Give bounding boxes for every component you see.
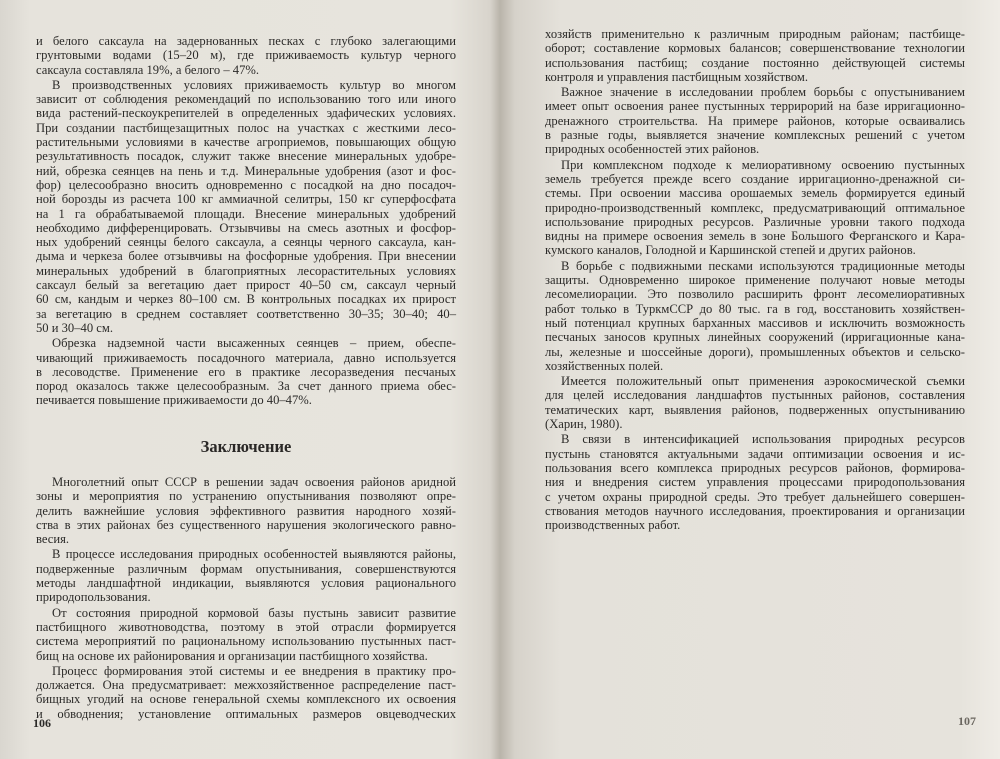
- text-line: система мероприятий по рациональному использованию пустынных паст-: [36, 634, 456, 649]
- text-line: Процесс формирования этой системы и ее внедрения в практику про-: [52, 663, 456, 678]
- text-line: ной борозды из расчета 100 кг аммиачной селитры, 150 кг суперфосфата: [36, 192, 456, 207]
- text-line: (Харин, 1980).: [545, 417, 623, 432]
- paragraph: [545, 259, 965, 373]
- paragraph: [36, 547, 456, 604]
- text-line: подверженные различным формам опустынивания, совершенствуются: [36, 561, 456, 576]
- text-line: ства в этих районах без существенного нарушения экологического равно-: [36, 517, 456, 532]
- text-line: лы, железные и шоссейные дороги), промышленных объектов и сельско-: [545, 344, 965, 359]
- paragraph: [36, 336, 456, 407]
- paragraph: [545, 85, 965, 156]
- text-line: бищных угодий на основе генеральной схемы комплексного их освоения: [36, 692, 456, 707]
- text-line: на 1 га обрабатываемой площади. Внесение минеральных удобрений: [36, 206, 456, 221]
- text-line: оборот; составление кормовых балансов; совершенствование технологии: [545, 41, 965, 56]
- text-line: бищ на основе их районирования и организации пастбищного хозяйства.: [36, 648, 428, 663]
- text-line: От состояния природной кормовой базы пустынь зависит развитие: [52, 605, 456, 620]
- text-line: ний, обрезка сеянцев на пень и т.д. Минеральные удобрения (азот и фос-: [36, 163, 456, 178]
- text-line: весия.: [36, 532, 70, 547]
- text-line: использование природных ресурсов. Различные уровни такого подхода: [545, 214, 965, 229]
- text-line: саксаул белый за вегетацию дает прирост 40–50 см, саксаул черный: [36, 278, 456, 293]
- text-line: песчаных заносов крупных линейных сооружений (ирригационные кана-: [545, 330, 965, 345]
- text-line: В процессе исследования природных особенностей выявляются районы,: [52, 547, 456, 562]
- text-line: работ только в ТуркмССР до 80 тыс. га в год, восстановить хозяйствен-: [545, 301, 965, 316]
- text-line: При комплексном подходе к мелиоративному освоению пустынных: [561, 157, 965, 172]
- text-line: Обрезка надземной части высаженных сеянцев – прием, обеспе-: [52, 336, 456, 351]
- text-line: с учетом охраны природной среды. Это требует дальнейшего совершен-: [545, 489, 965, 504]
- text-line: чивающий приживаемость посадочного материала, давно используется: [36, 350, 456, 365]
- left-page-bottom-text: [36, 475, 456, 722]
- paragraph: [36, 78, 456, 335]
- paragraph: [36, 606, 456, 663]
- text-line: В производственных условиях приживаемость культур во многом: [52, 77, 456, 92]
- text-line: фор) целесообразно вносить одновременно с посадкой на дно посадоч-: [36, 177, 456, 192]
- paragraph: [545, 158, 965, 258]
- text-line: В борьбе с подвижными песками используются традиционные методы: [561, 258, 965, 273]
- text-line: стемы. При освоении массива орошаемых земель формируется единый: [545, 186, 965, 201]
- text-line: в разные годы, выявляется значение комплексных решений с учетом: [545, 128, 965, 143]
- text-line: минеральных удобрений в благоприятных лесорастительных условиях: [36, 263, 456, 278]
- page-number-right: 107: [958, 714, 976, 728]
- text-line: При создании пастбищезащитных полос на участках с жесткими лесо-: [36, 120, 456, 135]
- text-line: производственных работ.: [545, 518, 681, 533]
- text-line: ных удобрений сеянцы белого саксаула, а сеянцы черного саксаула, кан-: [36, 235, 456, 250]
- text-line: в лесоводстве. Применение его в практике лесоразведения песчаных: [36, 364, 456, 379]
- text-line: хозяйств применительно к различным природным районам; пастбище-: [545, 27, 965, 41]
- paragraph: [545, 432, 965, 532]
- text-line: пустынь становятся актуальными задачи оптимизации освоения и ис-: [545, 446, 965, 461]
- text-line: защиты. Одновременно широкое применение получают новые методы: [545, 273, 965, 288]
- text-line: ствования методов научного исследования, проектирования и организации: [545, 503, 965, 518]
- text-line: 60 см, кандым и черкез 80–100 см. В контрольных посадках их прирост: [36, 292, 456, 307]
- left-page-top-text: [36, 34, 456, 409]
- text-line: пород оказалось также целесообразным. За счет данного приема обес-: [36, 379, 456, 394]
- text-line: ния и внедрения систем управления процессами природопользования: [545, 475, 965, 490]
- text-line: имеет опыт освоения ранее пустынных террирорий на базе ирригационно-: [545, 99, 965, 114]
- text-line: В связи в интенсификацией использования природных ресурсов: [561, 432, 965, 447]
- text-line: лесомелиорации. Это позволило расширить фронт лесомелиоративных: [545, 287, 965, 302]
- text-line: делить важнейшие условия эффективного развития народного хозяй-: [36, 503, 456, 518]
- text-line: дренажного строительства. На примере районов, которые осваивались: [545, 113, 965, 128]
- text-line: саксаула составляла 19%, а белого – 47%.: [36, 62, 260, 77]
- text-line: Имеется положительный опыт применения аэрокосмической съемки: [561, 374, 965, 389]
- page-number-left: 106: [33, 716, 51, 730]
- text-line: контроля и управления пастбищным хозяйством.: [545, 69, 809, 84]
- paragraph: [36, 664, 456, 721]
- text-line: природных особенностей этих районов.: [545, 142, 760, 157]
- text-line: зоны и мероприятия по устранению опустынивания позволяют опре-: [36, 489, 456, 504]
- text-line: видны на примере освоения земель в зоне Большого Ферганского и Кара-: [545, 229, 965, 244]
- text-line: природно-производственный комплекс, предусматривающий оптимальное: [545, 200, 965, 215]
- paragraph: [545, 374, 965, 431]
- text-line: зависит от соблюдения рекомендаций по использованию того или иного: [36, 92, 456, 107]
- text-line: и обводнения; установление оптимальных размеров овцеводческих: [36, 706, 456, 721]
- text-line: пастбищного животноводства, поэтому в этой отрасли формируется: [36, 619, 456, 634]
- text-line: тематических карт, выявления районов, подверженных опустыниванию: [545, 402, 965, 417]
- text-line: методы ландшафтной индикации, выявляются условия рационального: [36, 576, 456, 591]
- text-line: вида растений-пескоукрепителей в определенных эдафических условиях.: [36, 106, 456, 121]
- text-line: земель требуется прежде всего создание ирригационно-дренажной си-: [545, 171, 965, 186]
- text-line: необходимо дифференцировать. Отзывчивы на смесь азотных и фосфор-: [36, 220, 456, 235]
- text-line: грунтовыми водами (15–20 м), где приживаемость культур черного: [36, 48, 456, 63]
- text-line: дыма и черкеза более отзывчивы на фосфорные удобрения. При внесении: [36, 249, 456, 264]
- paragraph: [36, 34, 456, 77]
- text-line: Многолетний опыт СССР в решении задач освоения районов аридной: [52, 475, 456, 489]
- text-line: 50 и 30–40 см.: [36, 320, 113, 335]
- text-line: Важное значение в исследовании проблем борьбы с опустыниванием: [561, 85, 965, 100]
- text-line: пользования всего комплекса природных ресурсов районов, формирова-: [545, 460, 965, 475]
- text-line: для целей исследования ландшафтов пустынных районов, составления: [545, 388, 965, 403]
- text-line: результативность посадок, служит также внесение минеральных удобре-: [36, 149, 456, 164]
- paragraph: [545, 27, 965, 84]
- section-heading: Заключение: [200, 437, 292, 456]
- text-line: ный потенциал крупных барханных массивов и исключить возможность: [545, 315, 965, 330]
- text-line: растительными условиями в качестве агроприемов, повышающих общую: [36, 135, 456, 150]
- text-line: должается. Она предусматривает: межхозяйственное распределение паст-: [36, 678, 456, 693]
- text-line: природопользования.: [36, 590, 151, 605]
- text-line: за вегетацию в среднем составляет соответственно 30–35; 30–40; 40–: [36, 306, 456, 321]
- text-line: хозяйственных полей.: [545, 358, 664, 373]
- text-line: и белого саксаула на задернованных песках с глубоко залегающими: [36, 34, 456, 48]
- text-line: кумского каналов, Голодной и Каршинской степей и других районов.: [545, 243, 916, 258]
- text-line: печивается повышение приживаемости до 40–47%.: [36, 393, 312, 408]
- right-page-text: [545, 27, 965, 533]
- paragraph: [36, 475, 456, 546]
- text-line: использования пастбищ; создание постоянно действующей системы: [545, 55, 965, 70]
